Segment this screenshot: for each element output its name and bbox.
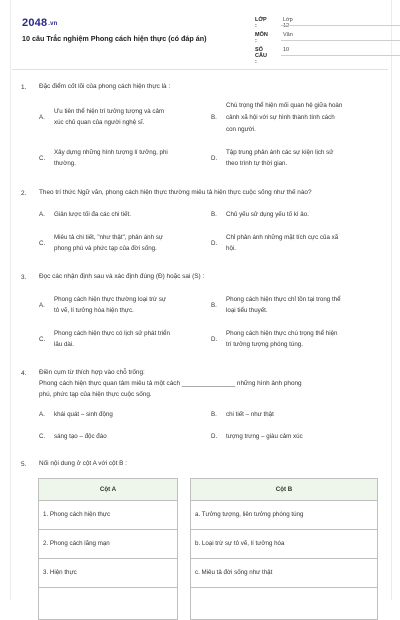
option-label: D.	[211, 155, 218, 162]
option-a[interactable]	[39, 210, 204, 221]
question-number: 3.	[21, 274, 27, 281]
option-a[interactable]	[39, 410, 204, 421]
option-label: C.	[39, 155, 46, 162]
option-label: B.	[211, 302, 217, 309]
option-label: A.	[39, 411, 45, 418]
option-label: C.	[39, 433, 46, 440]
option-line: trí tưởng tượng phóng túng.	[226, 341, 303, 348]
meta-subject-underline	[281, 40, 400, 41]
option-d[interactable]	[211, 329, 386, 351]
option-c[interactable]	[39, 329, 204, 351]
question-text: Nối nội dung ở cột A với cột B :	[39, 460, 127, 467]
option-label: C.	[39, 336, 46, 343]
column-a-row-1[interactable]: 1. Phong cách hiện thực	[39, 501, 177, 530]
header-divider	[12, 69, 388, 70]
option-line: Xây dựng những hình tượng lí tưởng, phi	[54, 149, 168, 156]
option-line: xúc chủ quan của người nghệ sĩ.	[54, 119, 145, 126]
option-line: phong phú và phức tạp của đời sống.	[54, 245, 157, 252]
option-line: Phong cách hiện thực chỉ tồn tại trong thể	[226, 296, 341, 303]
option-d[interactable]	[211, 148, 386, 170]
option-line: sáng tạo – độc đáo	[54, 433, 107, 440]
option-line: Phong cách hiện thực có lịch sử phát triển	[54, 330, 170, 337]
option-line: con người.	[226, 126, 256, 133]
option-b[interactable]	[211, 210, 386, 221]
option-b[interactable]	[211, 101, 386, 135]
question-text: Đặc điểm cốt lõi của phong cách hiện thực là :	[39, 83, 171, 90]
option-label: A.	[39, 302, 45, 309]
option-label: A.	[39, 211, 45, 218]
logo-text: 2048	[22, 17, 48, 29]
column-b-row-3[interactable]: c. Miêu tả đời sống như thật	[191, 559, 377, 588]
option-a[interactable]	[39, 107, 204, 129]
option-line: Ưu tiên thể hiện trí tưởng tượng và cảm	[54, 108, 165, 115]
option-line: Phong cách hiện thực thường loại trừ sự	[54, 296, 167, 303]
column-b-table	[190, 478, 378, 620]
option-line: theo trình tự thời gian.	[226, 160, 288, 167]
column-b-row-4[interactable]	[191, 588, 377, 616]
option-c[interactable]	[39, 432, 204, 443]
option-line: Miêu tả chi tiết, "như thật", phản ánh sự	[54, 234, 163, 241]
column-a-row-2[interactable]: 2. Phong cách lãng mạn	[39, 530, 177, 559]
option-d[interactable]	[211, 432, 386, 443]
question-text: Đọc các nhận định sau và xác định đúng (Đ) hoặc sai (S) :	[39, 273, 205, 280]
meta-class-key: LỚP :	[255, 17, 267, 29]
option-line: chi tiết – như thật	[226, 411, 274, 418]
column-a-row-3[interactable]: 3. Hiện thực	[39, 559, 177, 588]
option-label: D.	[211, 433, 218, 440]
option-line: tượng trưng – giàu cảm xúc	[226, 433, 303, 440]
column-a-row-4[interactable]	[39, 588, 177, 616]
meta-count-underline	[281, 55, 400, 56]
option-c[interactable]	[39, 233, 204, 255]
option-line: khái quát – sinh động	[54, 411, 113, 418]
option-c[interactable]	[39, 148, 204, 170]
option-label: C.	[39, 240, 46, 247]
option-line: Chủ yếu sử dụng yếu tố kì ảo.	[226, 211, 309, 218]
option-line: Tập trung phản ánh các sự kiện lịch sử	[226, 149, 334, 156]
option-label: B.	[211, 114, 217, 121]
question-number: 5.	[21, 461, 27, 468]
column-b-row-2[interactable]: b. Loại trừ sự tô vẽ, lí tưởng hóa	[191, 530, 377, 559]
column-b-header: Cột B	[191, 479, 377, 501]
question-text: Theo trí thức Ngữ văn, phong cách hiện thực thường miêu tả hiện thực cuộc sống như thế nào?	[39, 189, 312, 196]
option-line: lâu dài.	[54, 341, 74, 348]
option-label: D.	[211, 336, 218, 343]
option-line: cảnh xã hội với sự hình thành tính cách	[226, 114, 335, 121]
option-line: Phong cách hiện thực chú trọng thể hiện	[226, 330, 338, 337]
question-text-line: Phong cách hiện thực quan tâm miêu tả một cách _______________ những hình ảnh phong	[39, 380, 302, 387]
column-b-row-1[interactable]: a. Tưởng tượng, liên tưởng phóng túng	[191, 501, 377, 530]
document-title: 10 câu Trắc nghiệm Phong cách hiện thực (có đáp án)	[22, 34, 207, 43]
option-d[interactable]	[211, 233, 386, 255]
meta-count-value: 10	[283, 47, 290, 53]
option-a[interactable]	[39, 295, 204, 317]
option-line: tô vẽ, lí tưởng hóa hiện thực.	[54, 307, 134, 314]
question-number: 1.	[21, 84, 27, 91]
column-a-header: Cột A	[39, 479, 177, 501]
meta-count-key: SỐ CÂU :	[255, 47, 267, 65]
question-text-line: Điền cụm từ thích hợp vào chỗ trống:	[39, 369, 145, 376]
option-label: D.	[211, 240, 218, 247]
meta-class-underline	[281, 25, 400, 26]
option-b[interactable]	[211, 295, 386, 317]
option-b[interactable]	[211, 410, 386, 421]
option-label: B.	[211, 211, 217, 218]
option-line: loại tiểu thuyết.	[226, 307, 268, 314]
option-line: Giản lược tối đa các chi tiết.	[54, 211, 131, 218]
meta-class-value: Lớp 12	[283, 17, 293, 29]
column-a-table	[38, 478, 178, 620]
question-number: 4.	[21, 370, 27, 377]
question-number: 2.	[21, 190, 27, 197]
question-text-line: phú, phức tạp của hiện thực cuộc sống.	[39, 391, 152, 398]
option-line: Chỉ phản ánh những mặt tích cực của xã	[226, 234, 339, 241]
option-label: B.	[211, 411, 217, 418]
option-line: Chú trọng thể hiện mối quan hệ giữa hoàn	[226, 102, 343, 109]
option-line: thường.	[54, 160, 76, 167]
option-label: A.	[39, 114, 45, 121]
meta-subject-value: Văn	[283, 32, 293, 38]
option-line: hội.	[226, 245, 236, 252]
meta-subject-key: MÔN :	[255, 32, 268, 44]
logo-suffix: .vn	[48, 21, 58, 27]
site-logo[interactable]	[22, 17, 58, 29]
